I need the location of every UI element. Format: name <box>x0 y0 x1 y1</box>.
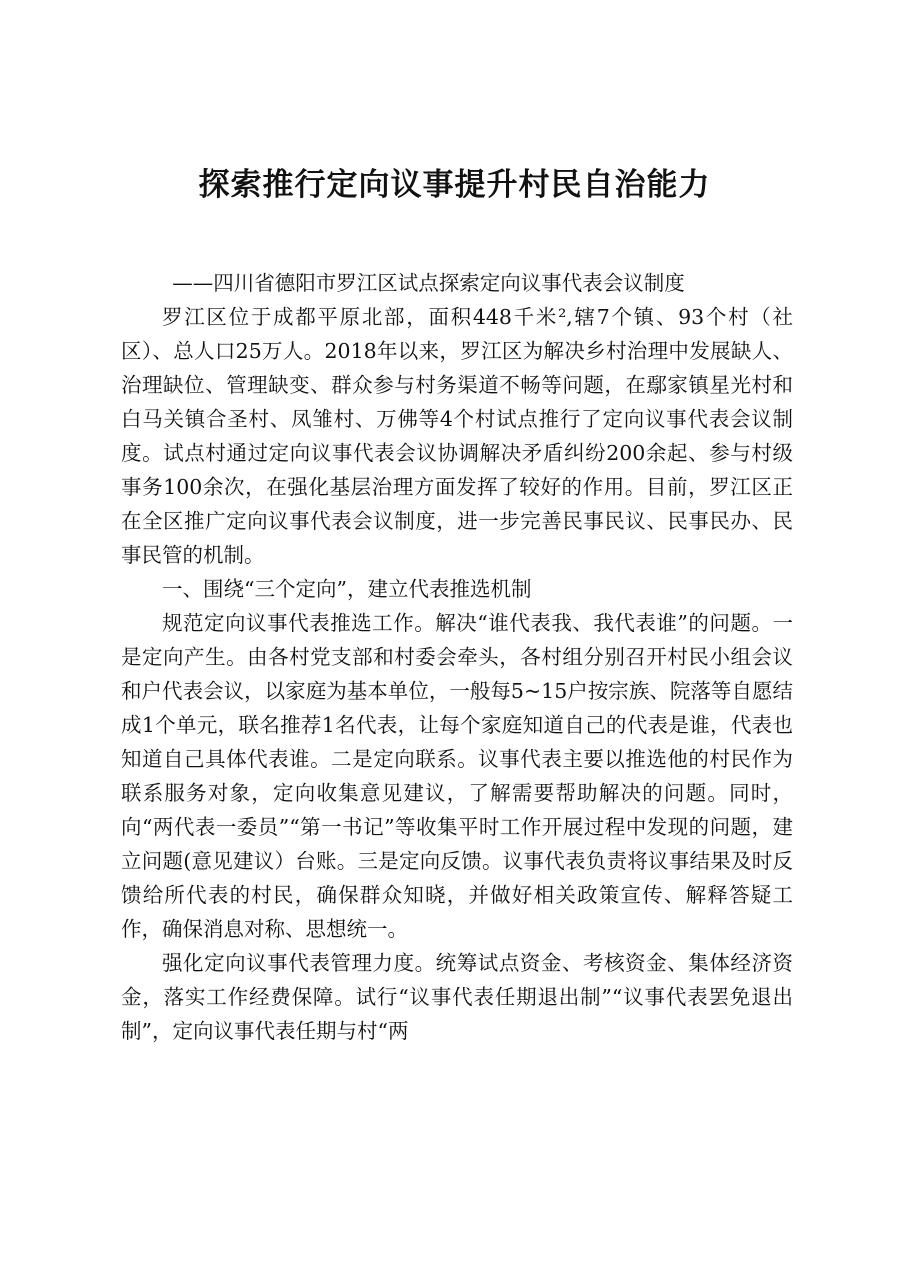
paragraph-intro: 罗江区位于成都平原北部，面积448千米²,辖7个镇、93个村（社区）、总人口25万人。2018年以来，罗江区为解决乡村治理中发展缺人、治理缺位、管理缺变、群众参与村务渠道不畅等问题，在鄢家镇星光村和白马关镇合圣村、凤雏村、万佛等4个村试点推行了定向议事代表会议制度。试点村通过定向议事代表会议协调解决矛盾纠纷200余起、参与村级事务100余次，在强化基层治理方面发挥了较好的作用。目前，罗江区正在全区推广定向议事代表会议制度，进一步完善民事民议、民事民办、民事民管的机制。 <box>121 305 793 567</box>
document-subtitle: ——四川省德阳市罗江区试点探索定向议事代表会议制度 <box>172 271 685 295</box>
paragraph-election: 规范定向议事代表推选工作。解决“谁代表我、我代表谁”的问题。一是定向产生。由各村党支部和村委会牵头，各村组分别召开村民小组会议和户代表会议，以家庭为基本单位，一般每5~15户按宗族、院落等自愿结成1个单元，联名推荐1名代表，让每个家庭知道自己的代表是谁，代表也知道自己具体代表谁。二是定向联系。议事代表主要以推选他的村民作为联系服务对象，定向收集意见建议，了解需要帮助解决的问题。同时，向“两代表一委员”“第一书记”等收集平时工作开展过程中发现的问题，建立问题(意见建议）台账。三是定向反馈。议事代表负责将议事结果及时反馈给所代表的村民，确保群众知晓，并做好相关政策宣传、解释答疑工作，确保消息对称、思想统一。 <box>121 611 793 941</box>
page-title: 探索推行定向议事提升村民自治能力 <box>198 167 711 203</box>
section-heading: 一、围绕“三个定向”，建立代表推选机制 <box>162 577 532 601</box>
paragraph-management: 强化定向议事代表管理力度。统筹试点资金、考核资金、集体经济资金，落实工作经费保障。试行“议事代表任期退出制”“议事代表罢免退出制”，定向议事代表任期与村“两 <box>121 951 793 1043</box>
document-body <box>121 266 793 1048</box>
